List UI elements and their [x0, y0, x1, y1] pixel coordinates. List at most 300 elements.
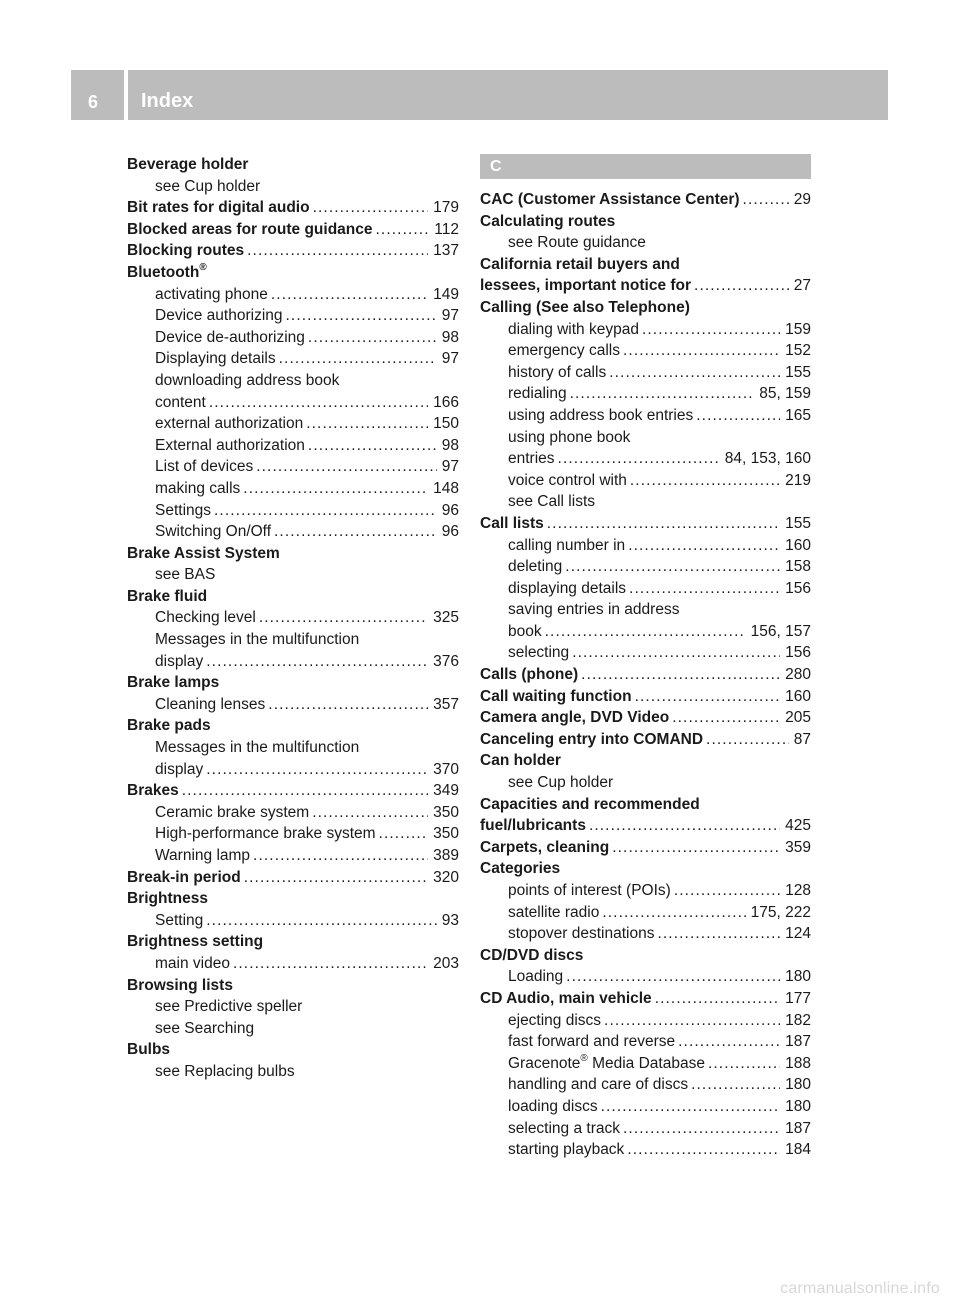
dot-leader: [271, 284, 428, 306]
entry-text: Brightness: [127, 890, 208, 908]
page-reference: 149: [433, 285, 459, 303]
dot-leader: [253, 845, 428, 867]
page-reference: 124: [785, 925, 811, 943]
page-reference: 137: [433, 242, 459, 260]
dot-leader: [708, 1053, 780, 1075]
dot-leader: [642, 319, 780, 341]
index-entry: [480, 686, 811, 708]
index-entry: [127, 823, 459, 845]
entry-text: Call lists: [480, 514, 544, 532]
entry-text: see Route guidance: [508, 234, 646, 252]
entry-text: redialing: [508, 385, 567, 403]
dot-leader: [691, 1074, 780, 1096]
dot-leader: [209, 392, 428, 414]
entry-text: selecting a track: [508, 1119, 620, 1137]
dot-leader: [312, 802, 428, 824]
index-entry: [127, 996, 459, 1018]
index-entry: [127, 521, 459, 543]
entry-text: Settings: [155, 501, 212, 519]
page-title: Index: [141, 90, 194, 112]
entry-text: Capacities and recommended: [480, 795, 700, 813]
index-entry: [480, 621, 811, 643]
entry-text: Brake fluid: [127, 587, 208, 605]
dot-leader: [259, 607, 428, 629]
dot-leader: [545, 621, 746, 643]
entry-text: Device de-authorizing: [155, 328, 305, 346]
index-entry: [480, 966, 811, 988]
entry-text: dialing with keypad: [508, 320, 639, 338]
dot-leader: [627, 1139, 780, 1161]
entry-text: Warning lamp: [155, 847, 251, 864]
dot-leader: [743, 189, 789, 211]
entry-text: External authorization: [155, 436, 305, 454]
page-reference: 158: [785, 558, 811, 576]
page-reference: 97: [441, 307, 459, 325]
page-reference: 112: [434, 220, 459, 238]
index-entry: [127, 500, 459, 522]
page-reference: 155: [785, 514, 811, 532]
page-reference: 179: [433, 199, 459, 217]
entry-text: Brightness setting: [127, 933, 264, 951]
index-entry: [480, 664, 811, 686]
entry-text: see Searching: [155, 1019, 255, 1037]
dot-leader: [655, 988, 780, 1010]
entry-text: Brake pads: [127, 717, 211, 735]
registered-mark: ®: [580, 1052, 588, 1064]
index-entry: [127, 456, 459, 478]
index-entry: [480, 383, 811, 405]
index-entry: [127, 694, 459, 716]
index-entry: [480, 513, 811, 535]
index-entry: [127, 975, 459, 997]
index-entry: [127, 154, 459, 176]
dot-leader: [635, 686, 781, 708]
page-reference: 182: [785, 1011, 811, 1029]
section-letter-c: C: [480, 154, 811, 179]
entry-text: Ceramic brake system: [155, 803, 310, 821]
page-reference: 128: [785, 882, 811, 899]
index-entry: [480, 405, 811, 427]
index-entry: [127, 197, 459, 219]
index-entry: [127, 284, 459, 306]
index-entry: [127, 478, 459, 500]
entry-text: Can holder: [480, 752, 561, 770]
entry-text: CD/DVD discs: [480, 946, 584, 964]
dot-leader: [612, 837, 780, 859]
page-reference: 180: [785, 1097, 811, 1115]
dot-leader: [696, 405, 780, 427]
header-separator: [124, 70, 128, 120]
page-reference: 84, 153, 160: [724, 450, 811, 468]
dot-leader: [623, 1118, 780, 1140]
index-entry: [480, 642, 811, 664]
page-reference: 159: [785, 320, 811, 338]
page-reference: 160: [785, 536, 811, 554]
dot-leader: [308, 435, 437, 457]
dot-leader: [274, 521, 437, 543]
index-entry: [127, 413, 459, 435]
page-reference: 389: [433, 847, 459, 864]
page-reference: 98: [441, 328, 459, 346]
entry-text: points of interest (POIs): [508, 882, 671, 899]
index-entry: [127, 1018, 459, 1040]
page-reference: 188: [785, 1054, 811, 1072]
entry-text: content: [155, 393, 206, 411]
entry-text: see Predictive speller: [155, 998, 303, 1016]
page-reference: 357: [433, 695, 459, 713]
index-entry: [480, 232, 811, 254]
index-entry: [480, 362, 811, 384]
index-entry: [480, 1096, 811, 1118]
index-entry: [127, 564, 459, 586]
page-number: 6: [88, 92, 99, 112]
index-entry: [480, 340, 811, 362]
entry-text: voice control with: [508, 471, 627, 489]
entry-text: external authorization: [155, 415, 304, 433]
index-entry: [127, 931, 459, 953]
index-entry: [480, 275, 811, 297]
page-reference: 87: [793, 730, 811, 748]
page-reference: 370: [433, 760, 459, 778]
page-reference: 320: [433, 868, 459, 886]
index-entry: [127, 543, 459, 565]
entry-text: Brake lamps: [127, 674, 220, 692]
page-reference: 350: [433, 803, 459, 821]
index-entry: [480, 923, 811, 945]
dot-leader: [379, 823, 429, 845]
index-entry: [480, 599, 811, 621]
entry-text: stopover destinations: [508, 925, 655, 943]
page-reference: 97: [441, 350, 459, 368]
index-entry: [127, 435, 459, 457]
index-entry: [127, 607, 459, 629]
page-reference: 177: [785, 989, 811, 1007]
entry-text: Break-in period: [127, 868, 241, 886]
index-entry: [127, 759, 459, 781]
index-entry: [480, 1053, 811, 1075]
dot-leader: [657, 923, 780, 945]
entry-text: Gracenote® Media Database: [508, 1052, 705, 1072]
entry-text: see Call lists: [508, 493, 595, 511]
entry-text: Categories: [480, 860, 561, 878]
watermark: carmanualsonline.info: [780, 1280, 940, 1297]
index-entry: [127, 1039, 459, 1061]
entry-text: Switching On/Off: [155, 523, 272, 541]
index-entry: [480, 556, 811, 578]
page-reference: 156, 157: [750, 622, 811, 640]
dot-leader: [678, 1031, 780, 1053]
dot-leader: [182, 780, 428, 802]
page-reference: 98: [441, 436, 459, 454]
page-reference: 187: [785, 1119, 811, 1137]
entry-text: loading discs: [508, 1097, 598, 1115]
index-entry: [480, 772, 811, 794]
entry-text: Call waiting function: [480, 687, 632, 705]
dot-leader: [604, 1010, 780, 1032]
index-entry: [127, 629, 459, 651]
page-reference: 148: [433, 479, 459, 497]
index-entry: [127, 715, 459, 737]
entry-text: Bulbs: [127, 1041, 171, 1059]
entry-text: List of devices: [155, 458, 254, 476]
dot-leader: [268, 694, 428, 716]
index-entry: [480, 988, 811, 1010]
index-entry: [480, 794, 811, 816]
page-reference: 180: [785, 968, 811, 986]
dot-leader: [565, 556, 780, 578]
index-entry: [480, 578, 811, 600]
index-entry: [480, 319, 811, 341]
entry-text: main video: [155, 954, 230, 972]
page-reference: 165: [785, 406, 811, 424]
index-entry: [127, 867, 459, 889]
page-reference: 85, 159: [759, 385, 811, 403]
dot-leader: [589, 815, 780, 837]
section-c-entries: [480, 189, 811, 1161]
index-entry: [127, 953, 459, 975]
entry-text: Brake Assist System: [127, 544, 280, 562]
entry-text: CAC (Customer Assistance Center): [480, 191, 740, 208]
dot-leader: [214, 500, 437, 522]
index-entry: [127, 305, 459, 327]
index-entry: [127, 262, 459, 284]
page-reference: 219: [785, 471, 811, 489]
page-reference: 350: [433, 825, 459, 843]
entry-text: CD Audio, main vehicle: [480, 989, 652, 1007]
entry-text: downloading address book: [155, 371, 340, 389]
page-reference: 27: [793, 277, 811, 295]
entry-text: using address book entries: [508, 406, 694, 424]
dot-leader: [609, 362, 780, 384]
index-entry: [480, 837, 811, 859]
dot-leader: [570, 383, 755, 405]
dot-leader: [376, 219, 430, 241]
entry-text: lessees, important notice for: [480, 277, 692, 295]
index-entry: [480, 1031, 811, 1053]
index-entry: [127, 651, 459, 673]
entry-text: Camera angle, DVD Video: [480, 709, 670, 727]
dot-leader: [206, 651, 428, 673]
dot-leader: [581, 664, 780, 686]
entry-text: see Replacing bulbs: [155, 1062, 295, 1080]
entry-text: Blocked areas for route guidance: [127, 220, 373, 238]
page-reference: 155: [785, 363, 811, 381]
index-entry: [127, 910, 459, 932]
index-entry: [480, 254, 811, 276]
dot-leader: [629, 578, 780, 600]
entry-text: Cleaning lenses: [155, 695, 266, 713]
dot-leader: [286, 305, 437, 327]
index-entry: [480, 448, 811, 470]
index-entry: [127, 348, 459, 370]
entry-text: Browsing lists: [127, 976, 233, 994]
dot-leader: [672, 707, 780, 729]
entry-text: displaying details: [508, 579, 627, 597]
page-reference: 97: [441, 458, 459, 476]
page-reference: 152: [785, 342, 811, 360]
dot-leader: [623, 340, 780, 362]
entry-text: Blocking routes: [127, 242, 245, 260]
dot-leader: [706, 729, 789, 751]
index-entry: [480, 1010, 811, 1032]
entry-text: deleting: [508, 558, 563, 576]
index-entry: [480, 470, 811, 492]
entry-text: selecting: [508, 644, 570, 662]
dot-leader: [244, 867, 428, 889]
dot-leader: [566, 966, 780, 988]
dot-leader: [558, 448, 720, 470]
index-entry: [480, 750, 811, 772]
entry-text: book: [508, 622, 542, 640]
index-entry: [480, 297, 811, 319]
page-reference: 160: [785, 687, 811, 705]
index-entry: [480, 707, 811, 729]
page-reference: 156: [785, 579, 811, 597]
entry-text: entries: [508, 450, 555, 468]
registered-mark: ®: [199, 261, 207, 273]
page-reference: 96: [441, 523, 459, 541]
entry-text: see Cup holder: [508, 774, 614, 792]
dot-leader: [630, 470, 780, 492]
dot-leader: [206, 910, 436, 932]
entry-text: making calls: [155, 479, 241, 497]
index-entry: [480, 815, 811, 837]
entry-text: see Cup holder: [155, 177, 261, 195]
index-entry: [480, 1118, 811, 1140]
dot-leader: [233, 953, 428, 975]
entry-text: Bluetooth®: [127, 261, 207, 281]
entry-text: Brakes: [127, 782, 179, 800]
entry-text: Bit rates for digital audio: [127, 199, 310, 217]
dot-leader: [628, 535, 780, 557]
index-entry: [127, 240, 459, 262]
entry-text: California retail buyers and: [480, 255, 680, 273]
page-reference: 280: [785, 666, 811, 684]
page-reference: 349: [433, 782, 459, 800]
index-entry: [480, 491, 811, 513]
dot-leader: [572, 642, 780, 664]
entry-text: High-performance brake system: [155, 825, 376, 843]
index-entry: [480, 189, 811, 211]
index-entry: [127, 888, 459, 910]
page-reference: 203: [433, 954, 459, 972]
index-entry: [127, 392, 459, 414]
dot-leader: [308, 327, 437, 349]
page-reference: 359: [785, 838, 811, 856]
index-column-left: [127, 154, 459, 1083]
entry-text: calling number in: [508, 536, 626, 554]
dot-leader: [601, 1096, 781, 1118]
index-entry: [480, 945, 811, 967]
entry-text: emergency calls: [508, 342, 620, 360]
index-entry: [480, 902, 811, 924]
entry-text: Calling (See also Telephone): [480, 298, 690, 316]
index-entry: [127, 737, 459, 759]
entry-text: Displaying details: [155, 350, 276, 368]
dot-leader: [247, 240, 428, 262]
index-entry: [480, 535, 811, 557]
dot-leader: [279, 348, 437, 370]
entry-text: satellite radio: [508, 903, 600, 921]
entry-text: see BAS: [155, 566, 216, 584]
dot-leader: [694, 275, 789, 297]
entry-text: Messages in the multifunction: [155, 739, 360, 757]
dot-leader: [547, 513, 780, 535]
index-entry: [480, 211, 811, 233]
entry-text: ejecting discs: [508, 1011, 602, 1029]
entry-text: history of calls: [508, 363, 607, 381]
entry-text: Messages in the multifunction: [155, 631, 360, 649]
index-entry: [480, 858, 811, 880]
page-reference: 187: [785, 1033, 811, 1051]
entry-text: saving entries in address: [508, 601, 680, 619]
index-entry: [127, 586, 459, 608]
entry-text: fast forward and reverse: [508, 1033, 676, 1051]
entry-text: Calculating routes: [480, 212, 616, 230]
entry-text: using phone book: [508, 428, 631, 446]
page-reference: 93: [441, 911, 459, 929]
dot-leader: [206, 759, 428, 781]
page-header-bar: [71, 70, 888, 120]
index-entry: [127, 845, 459, 867]
entry-text: display: [155, 760, 204, 778]
page-reference: 156: [785, 644, 811, 662]
page-reference: 150: [433, 415, 459, 433]
entry-text: Loading: [508, 968, 564, 986]
index-entry: [127, 176, 459, 198]
index-entry: [127, 219, 459, 241]
index-entry: [127, 327, 459, 349]
index-entry: [127, 672, 459, 694]
page-reference: 376: [433, 652, 459, 670]
index-entry: [480, 1139, 811, 1161]
index-entry: [480, 880, 811, 902]
index-column-right: [480, 154, 811, 1161]
dot-leader: [306, 413, 428, 435]
index-entry: [480, 427, 811, 449]
page-reference: 425: [785, 817, 811, 835]
entry-text: display: [155, 652, 204, 670]
dot-leader: [243, 478, 428, 500]
entry-text: Canceling entry into COMAND: [480, 730, 704, 748]
index-entry: [127, 802, 459, 824]
page-reference: 180: [785, 1076, 811, 1094]
index-entry: [127, 780, 459, 802]
entry-text: starting playback: [508, 1141, 625, 1159]
page-reference: 29: [793, 191, 811, 208]
entry-text: Beverage holder: [127, 156, 249, 173]
index-entry: [127, 1061, 459, 1083]
page-reference: 205: [785, 709, 811, 727]
dot-leader: [256, 456, 437, 478]
entry-text: Checking level: [155, 609, 256, 627]
page-reference: 184: [785, 1141, 811, 1159]
entry-text: Carpets, cleaning: [480, 838, 610, 856]
index-entry: [480, 1074, 811, 1096]
index-entry: [480, 729, 811, 751]
page-reference: 325: [433, 609, 459, 627]
entry-text: handling and care of discs: [508, 1076, 689, 1094]
index-entry: [127, 370, 459, 392]
page-reference: 166: [433, 393, 459, 411]
entry-text: activating phone: [155, 285, 268, 303]
entry-text: Setting: [155, 911, 204, 929]
page-reference: 175, 222: [750, 903, 811, 921]
dot-leader: [674, 880, 780, 902]
page-reference: 96: [441, 501, 459, 519]
dot-leader: [313, 197, 429, 219]
entry-text: Calls (phone): [480, 666, 579, 684]
